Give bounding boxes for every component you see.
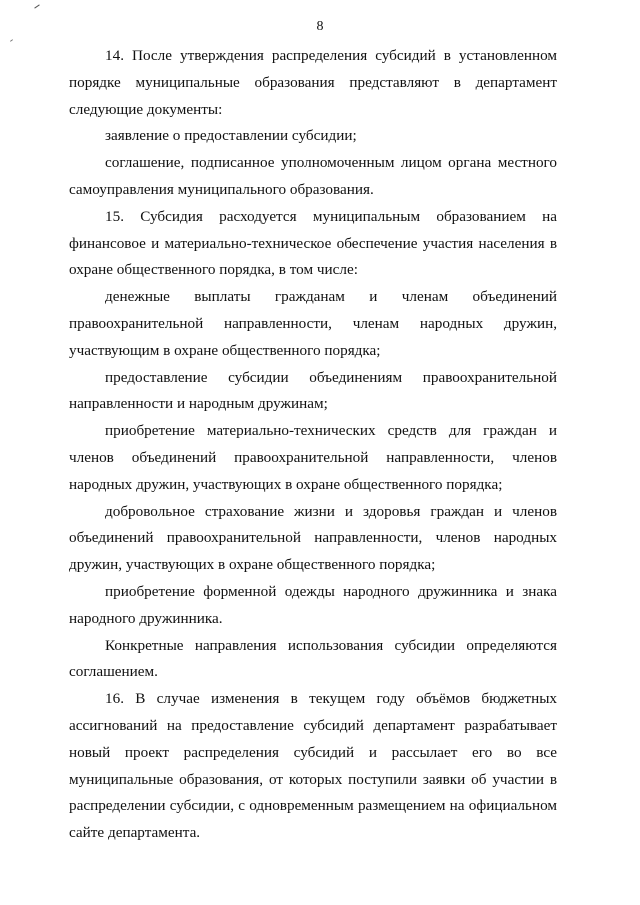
list-item-subsidy-to-associations: предоставление субсидии объединениям правоохранительной направленности и народным дружинам;	[69, 368, 557, 413]
list-item-agreement: соглашение, подписанное уполномоченным лицом органа местного самоуправления муниципального образования.	[69, 154, 557, 198]
clause-14: 14. После утверждения распределения субсидий в установленном порядке муниципальные образования представляют в департамент следующие документы:	[69, 47, 557, 118]
scan-mark	[10, 39, 13, 42]
list-item-application: заявление о предоставлении субсидии;	[105, 127, 357, 145]
list-item-insurance: добровольное страхование жизни и здоровья граждан и членов объединений правоохранительной направленности, членов народных дружин, участвующих в охране общественного порядка;	[69, 502, 557, 574]
list-item-equipment-purchase: приобретение материально-технических средств для граждан и членов объединений правоохранительной направленности, членов народных дружин, участвующих в охране общественного порядка;	[69, 422, 557, 493]
list-item-uniform-purchase: приобретение форменной одежды народного дружинника и знака народного дружинника.	[69, 582, 557, 627]
clause-16: 16. В случае изменения в текущем году объёмов бюджетных ассигнований на предоставление субсидий департамент разрабатывает новый проект распределения субсидий и рассылает его во все муниципальные образования, от которых поступили заявки об участии в распределении субсидии, с одновременным размещением на официальном сайте департамента.	[69, 690, 557, 842]
document-body	[69, 43, 557, 847]
scan-mark	[34, 4, 39, 8]
list-item-cash-payments: денежные выплаты гражданам и членам объединений правоохранительной направленности, членам народных дружин, участвующим в охране общественного порядка;	[69, 288, 557, 359]
clause-15: 15. Субсидия расходуется муниципальным образованием на финансовое и материально-техническое обеспечение участия населения в охране общественного порядка, в том числе:	[69, 207, 557, 279]
page-number: 8	[316, 19, 324, 34]
paragraph-specific-directions: Конкретные направления использования субсидии определяются соглашением.	[69, 636, 557, 681]
